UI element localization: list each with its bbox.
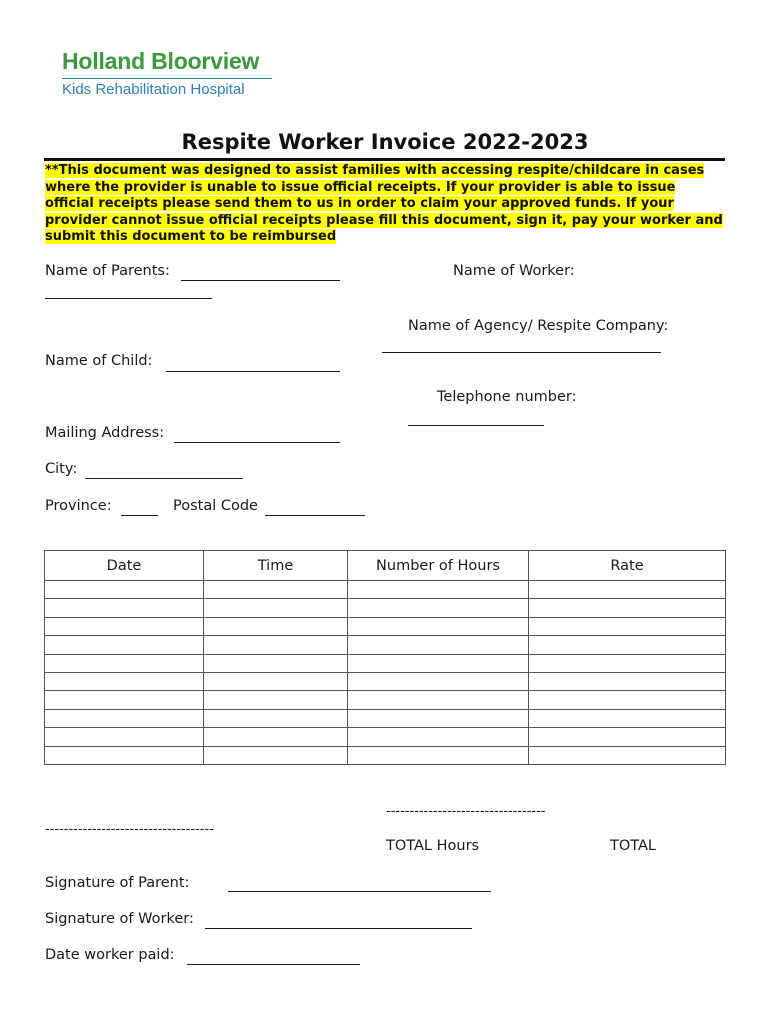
agency-label: Name of Agency/ Respite Company: <box>408 318 669 334</box>
parent-signature-field[interactable] <box>228 891 491 892</box>
postal-label: Postal Code <box>173 498 258 514</box>
total-label: TOTAL <box>610 838 656 854</box>
parents-label: Name of Parents: <box>45 263 170 279</box>
table-row <box>45 636 726 654</box>
logo-divider <box>62 78 272 79</box>
telephone-label: Telephone number: <box>437 389 577 405</box>
time-cell[interactable] <box>204 672 348 690</box>
date-cell[interactable] <box>45 709 204 727</box>
table-header-row <box>45 551 726 581</box>
time-cell[interactable] <box>204 654 348 672</box>
rate-cell[interactable] <box>529 654 726 672</box>
hours-cell[interactable] <box>348 654 529 672</box>
table-row <box>45 672 726 690</box>
province-label: Province: <box>45 498 112 514</box>
province-field[interactable] <box>121 515 158 516</box>
time-cell[interactable] <box>204 691 348 709</box>
parents-field-continued[interactable] <box>45 298 212 299</box>
date-paid-label: Date worker paid: <box>45 947 175 963</box>
parents-field[interactable] <box>181 280 340 281</box>
hours-cell[interactable] <box>348 636 529 654</box>
hours-cell[interactable] <box>348 728 529 746</box>
table-row <box>45 581 726 599</box>
time-cell[interactable] <box>204 728 348 746</box>
telephone-field[interactable] <box>408 425 544 426</box>
rate-cell[interactable] <box>529 728 726 746</box>
logo-subtitle: Kids Rehabilitation Hospital <box>62 81 245 98</box>
rate-cell[interactable] <box>529 709 726 727</box>
worker-signature-label: Signature of Worker: <box>45 911 194 927</box>
city-field[interactable] <box>85 478 243 479</box>
address-field[interactable] <box>174 442 340 443</box>
parent-signature-label: Signature of Parent: <box>45 875 190 891</box>
city-label: City: <box>45 461 78 477</box>
page-title: Respite Worker Invoice 2022-2023 <box>181 130 589 154</box>
time-cell[interactable] <box>204 599 348 617</box>
notice-highlight: **This document was designed to assist families with accessing respite/childcare in cases where the provider is unable to issue official receipts. If your provider is able to issue official receipts please send them to us in order to claim your approved funds. If your provider cannot issue official receipts please fill this document, sign it, pay your worker and submit this document to be reimbursed <box>45 163 723 245</box>
hours-cell[interactable] <box>348 746 529 764</box>
time-cell[interactable] <box>204 617 348 635</box>
hours-cell[interactable] <box>348 709 529 727</box>
child-label: Name of Child: <box>45 353 153 369</box>
date-cell[interactable] <box>45 746 204 764</box>
agency-field[interactable] <box>382 352 661 353</box>
table-row <box>45 746 726 764</box>
column-header-date: Date <box>45 551 204 581</box>
table-row <box>45 691 726 709</box>
title-divider <box>44 158 725 161</box>
date-cell[interactable] <box>45 581 204 599</box>
total-hours-line[interactable]: ---------------------------------- <box>386 804 546 819</box>
hours-cell[interactable] <box>348 581 529 599</box>
worker-label: Name of Worker: <box>453 263 575 279</box>
date-cell[interactable] <box>45 599 204 617</box>
time-cell[interactable] <box>204 746 348 764</box>
date-cell[interactable] <box>45 654 204 672</box>
column-header-rate: Rate <box>529 551 726 581</box>
postal-field[interactable] <box>265 515 365 516</box>
hours-cell[interactable] <box>348 672 529 690</box>
rate-cell[interactable] <box>529 581 726 599</box>
child-field[interactable] <box>166 371 340 372</box>
rate-cell[interactable] <box>529 617 726 635</box>
date-cell[interactable] <box>45 728 204 746</box>
rate-cell[interactable] <box>529 636 726 654</box>
hours-cell[interactable] <box>348 617 529 635</box>
table-row <box>45 709 726 727</box>
date-cell[interactable] <box>45 691 204 709</box>
address-label: Mailing Address: <box>45 425 165 441</box>
table-row <box>45 599 726 617</box>
rate-cell[interactable] <box>529 672 726 690</box>
date-cell[interactable] <box>45 617 204 635</box>
notice-text <box>45 163 725 246</box>
hours-cell[interactable] <box>348 691 529 709</box>
column-header-time: Time <box>204 551 348 581</box>
date-cell[interactable] <box>45 636 204 654</box>
left-total-line[interactable]: ------------------------------------ <box>45 822 214 837</box>
total-hours-label: TOTAL Hours <box>386 838 480 854</box>
time-cell[interactable] <box>204 581 348 599</box>
table-row <box>45 617 726 635</box>
hours-table <box>44 550 726 765</box>
table-row <box>45 654 726 672</box>
hours-cell[interactable] <box>348 599 529 617</box>
logo-name: Holland Bloorview <box>62 48 260 74</box>
rate-cell[interactable] <box>529 691 726 709</box>
time-cell[interactable] <box>204 709 348 727</box>
column-header-hours: Number of Hours <box>348 551 529 581</box>
rate-cell[interactable] <box>529 599 726 617</box>
rate-cell[interactable] <box>529 746 726 764</box>
table-row <box>45 728 726 746</box>
date-cell[interactable] <box>45 672 204 690</box>
time-cell[interactable] <box>204 636 348 654</box>
date-paid-field[interactable] <box>187 964 360 965</box>
worker-signature-field[interactable] <box>205 928 472 929</box>
